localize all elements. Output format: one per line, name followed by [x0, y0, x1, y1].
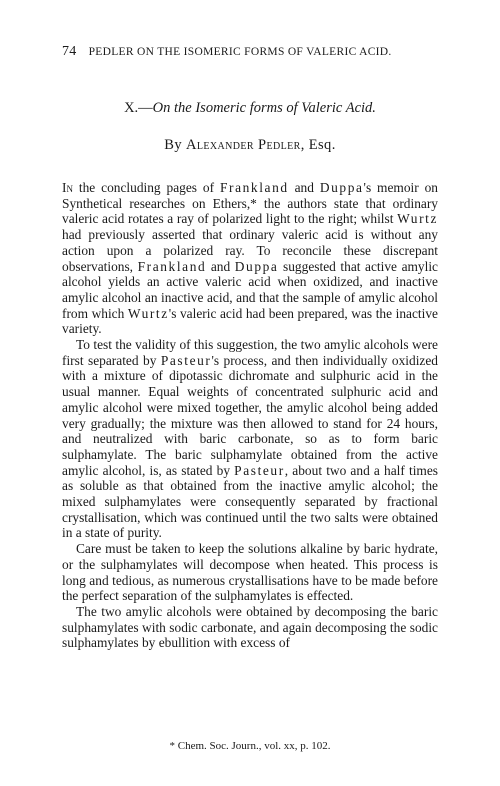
- article-number: X.—: [124, 100, 153, 116]
- running-head: [62, 44, 442, 60]
- article-body: [62, 180, 438, 651]
- author-suffix: Esq.: [308, 137, 336, 153]
- paragraph-text: 's valeric acid had been prepared, was the inactive variety.: [62, 305, 438, 337]
- author-ref: Wurtz: [397, 211, 438, 227]
- author-ref: Duppa: [234, 258, 279, 274]
- paragraph-3: [62, 541, 438, 604]
- paragraph-text: had previously asserted that ordinary valeric acid is without any action upon a polarized ray. To reconcile these discrepant observations,: [62, 227, 438, 274]
- byline: [0, 137, 500, 154]
- paragraph-4: [62, 604, 438, 651]
- paragraph-text: 's memoir on Synthetical researches on Ethers,* the authors state that ordinary valeric acid rotates a ray of polarized light to the right; whilst: [62, 180, 438, 227]
- paragraph-text: 's process, and then individually oxidized with a mixture of dipotassic dichromate and sulphuric acid in the usual manner. Equal weights of concentrated sulphuric acid and amylic alcohol were mixed together, the amylic alcohol being added very gradually; the mixture was then allowed to stand for 24 hours, and neutralized with baric carbonate, so as to form baric sulphamylate. The baric sulphamylate obtained from the active amylic alcohol, is, as stated by: [62, 352, 439, 478]
- author-ref: Pasteur: [234, 462, 285, 478]
- article-title-text: On the Isomeric forms of Valeric Acid.: [152, 100, 376, 116]
- footnote: * Chem. Soc. Journ., vol. xx, p. 102.: [169, 740, 331, 752]
- lead-word: In: [62, 180, 73, 195]
- author-name: Alexander Pedler,: [186, 137, 305, 153]
- paragraph-1: [62, 180, 438, 337]
- paragraph-text: suggested that active amylic alcohol yields an active valeric acid when oxidized, and inactive amylic alcohol an inactive acid, and that the sample of amylic alcohol from which: [62, 258, 439, 321]
- author-ref: Frankland: [137, 258, 207, 274]
- author-ref: Duppa: [319, 180, 364, 195]
- paragraph-text: , about two and a half times as soluble as that obtained from the inactive amylic alcohol; the mixed sulphamylates were consequently separated by fractional crystallisation, which was continued until the two salts were obtained in a state of purity.: [62, 462, 438, 541]
- byline-prefix: By: [164, 137, 182, 153]
- running-title: PEDLER ON THE ISOMERIC FORMS OF VALERIC ACID.: [88, 46, 392, 58]
- author-ref: Frankland: [219, 180, 289, 195]
- paragraph-text: The two amylic alcohols were obtained by decomposing the baric sulphamylates with sodic carbonate, and again decomposing the sodic sulphamylates by ebullition with excess of: [62, 603, 438, 651]
- author-ref: Pasteur: [160, 352, 212, 368]
- article-title: [0, 100, 500, 117]
- author-ref: Wurtz: [127, 305, 169, 321]
- page-number: 74: [62, 44, 77, 59]
- paragraph-text: and: [288, 180, 320, 195]
- paragraph-2: [62, 337, 438, 541]
- paragraph-text: the concluding pages of: [72, 180, 220, 195]
- paragraph-text: and: [206, 258, 235, 274]
- paragraph-text: Care must be taken to keep the solutions alkaline by baric hydrate, or the sulphamylates will decompose when heated. This process is long and tedious, as numerous crystallisations have to be made before the perfect separation of the sulphamylates is effected.: [62, 541, 438, 604]
- paragraph-text: To test the validity of this suggestion, the two amylic alcohols were first separated by: [62, 337, 438, 368]
